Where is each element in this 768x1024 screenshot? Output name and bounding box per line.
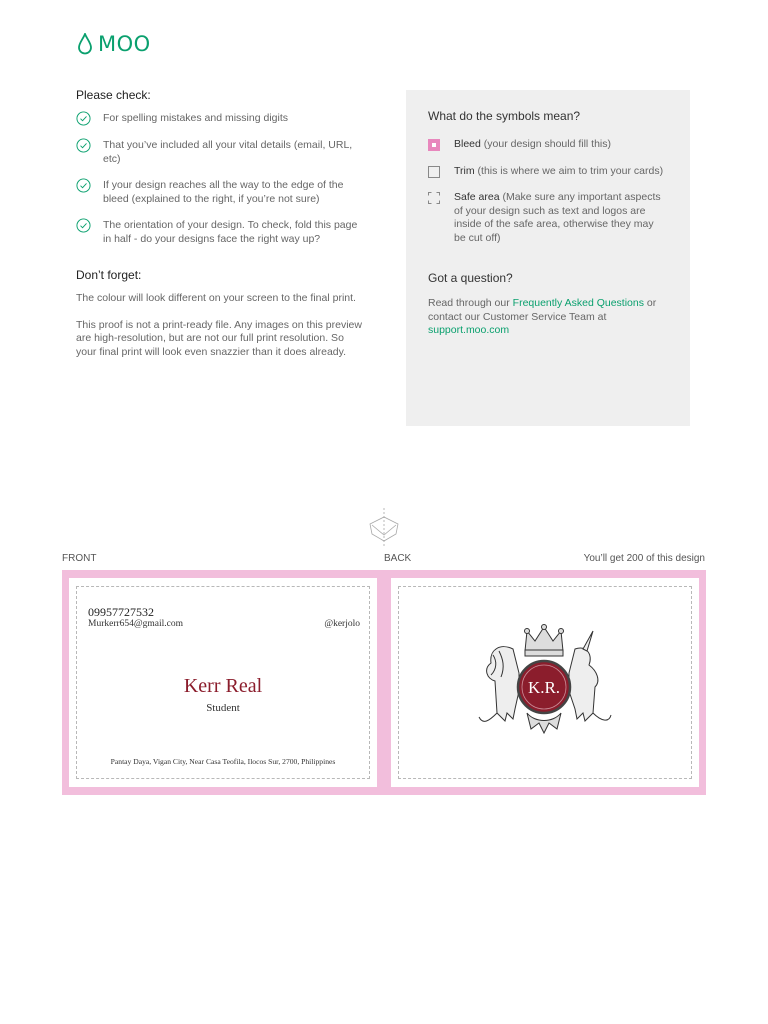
bleed-icon — [428, 139, 440, 151]
safe-area-description: (Make sure any important aspects of your design such as text and logos are inside of the safe area, otherwise they may be cut off) — [454, 191, 661, 244]
ribbon-icon — [527, 713, 561, 733]
support-link[interactable]: support.moo.com — [428, 324, 510, 336]
moo-drop-icon — [78, 33, 92, 55]
card-phone: 09957727532 — [88, 605, 154, 619]
bleed-name: Bleed — [454, 138, 481, 150]
faq-link[interactable]: Frequently Asked Questions — [512, 297, 644, 309]
trim-name: Trim — [454, 164, 475, 177]
checklist-item-text: For spelling mistakes and missing digits — [103, 112, 288, 124]
card-front — [69, 578, 377, 787]
checklist-item-text: That you’ve included all your vital details (email, URL, etc) — [103, 139, 353, 165]
checklist-item-text: If your design reaches all the way to the edge of the bleed (explained to the right, if you’re not sure) — [103, 179, 344, 205]
check-circle-icon — [76, 178, 91, 193]
moo-wordmark: MOO — [98, 32, 151, 56]
card-handle: @kerjolo — [324, 619, 360, 629]
trim-description: (this is where we aim to trim your cards) — [474, 164, 664, 177]
colour-note: The colour will look different on your screen to the final print. — [76, 292, 356, 304]
please-check-title: Please check: — [76, 88, 151, 102]
question-text: Read through our Frequently Asked Questions or contact our Customer Service Team at support.moo.com — [428, 297, 657, 336]
info-panel — [406, 90, 690, 426]
safe-area-icon — [428, 192, 440, 204]
card-email: Murkerr654@gmail.com — [88, 619, 184, 629]
bleed-description: (your design should fill this) — [480, 138, 612, 150]
instructions-column — [76, 88, 366, 372]
front-label: FRONT — [62, 553, 97, 564]
moo-logo — [78, 32, 151, 56]
checklist-item — [76, 179, 366, 206]
checklist-item — [76, 139, 366, 166]
trim-legend — [428, 165, 668, 179]
quantity-label: You’ll get 200 of this design — [583, 553, 705, 564]
lion-unicorn-crest-icon — [469, 621, 619, 741]
check-circle-icon — [76, 111, 91, 126]
check-circle-icon — [76, 138, 91, 153]
fold-icon — [366, 508, 402, 548]
bleed-legend — [428, 138, 668, 152]
card-address: Pantay Daya, Vigan City, Near Casa Teofila, Ilocos Sur, 2700, Philippines — [110, 757, 336, 766]
check-circle-icon — [76, 218, 91, 233]
back-label: BACK — [384, 553, 412, 564]
checklist — [76, 112, 366, 246]
checklist-item — [76, 112, 366, 126]
proof-sheet — [62, 570, 706, 795]
safe-area-legend — [428, 191, 668, 245]
card-name: Kerr Real — [183, 675, 263, 697]
card-role: Student — [206, 702, 240, 714]
question-title: Got a question? — [428, 271, 513, 285]
card-back — [391, 578, 699, 787]
card-monogram: K.R. — [527, 678, 561, 697]
crown-icon — [525, 625, 564, 657]
unicorn-icon — [569, 631, 611, 721]
symbols-title: What do the symbols mean? — [428, 109, 581, 123]
trim-icon — [428, 166, 440, 178]
proof-note: This proof is not a print-ready file. Any images on this preview are high-resolution, but are not our full print resolution. So your final print will look even snazzier than it does already. — [76, 318, 362, 358]
checklist-item — [76, 219, 366, 246]
checklist-item-text: The orientation of your design. To check, fold this page in half - do your designs face the right way up? — [103, 219, 358, 245]
safe-area-name: Safe area — [454, 191, 500, 203]
dont-forget-title: Don’t forget: — [76, 268, 142, 282]
